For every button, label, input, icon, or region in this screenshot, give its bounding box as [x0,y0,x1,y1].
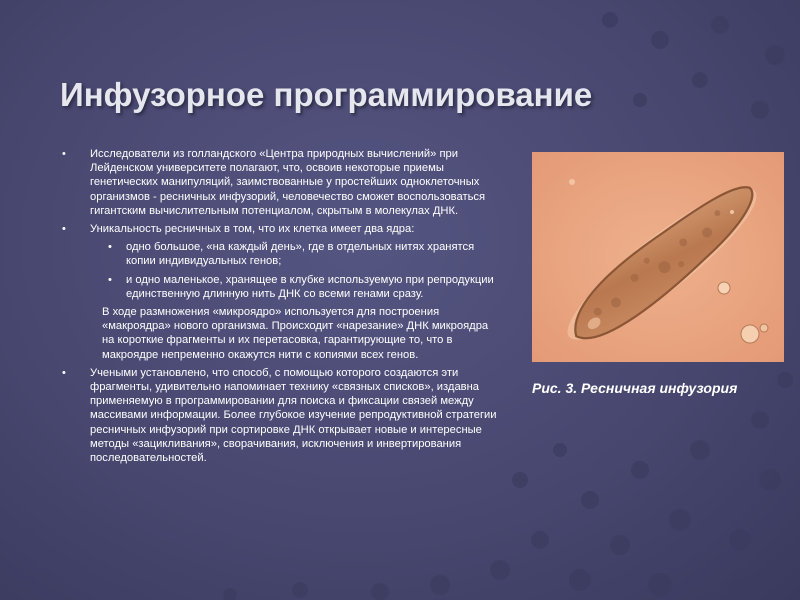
slide-title: Инфузорное программирование [60,76,593,113]
continuation-paragraph: В ходе размножения «микроядро» используется для построения «макроядра» нового организма. Происходит «нарезание» ДНК микроядра на короткие фрагменты и их перетасовка, гарантирующие то, что в макроядре непременно окажутся нити с копиями всех генов. [102,306,489,361]
sub-bullet-1 [62,240,502,268]
bullet-icon: • [108,241,112,254]
bullet-icon: • [62,148,66,160]
sub-bullet-2-text: и одно маленькое, хранящее в клубке используемую при репродукции единственную длинную нить ДНК со всеми генами сразу. [126,273,494,300]
paramecium-illustration [532,152,784,362]
sub-bullet-2 [62,273,502,301]
paragraph-2-text: Уникальность ресничных в том, что их клетка имеет два ядра: [90,223,415,236]
paragraph-1-text: Исследователи из голландского «Центра природных вычислений» при Лейденском университете полагают, что, освоив некоторые приемы генетических манипуляций, заимствованные у простейших одноклеточных организмов - ресничных инфузорий, человечество сможет воспользоваться гигантским вычислительным потенциалом, скрытым в молекулах ДНК. [90,148,486,217]
paragraph-3-text: Учеными установлено, что способ, с помощью которого создаются эти фрагменты, удивительно напоминает технику «связных списков», издавна применяемую в программировании для поиска и фиксации связей между массивами информации. Более глубокое изучение репродуктивной стратегии ресничных инфузорий при сортировке ДНК открывает новые и интересные методы «зацикливания», сворачивания, исключения и инвертирования последовательностей. [90,366,497,465]
bullet-icon: • [62,366,66,379]
bullet-icon: • [62,223,66,236]
bullet-paragraph-3 [62,366,502,465]
photo-caption: Рис. 3. Ресничная инфузория [532,380,738,396]
sub-bullet-1-text: одно большое, «на каждый день», где в отдельных нитях хранятся копии индивидуальных генов; [126,241,475,268]
bullet-paragraph-2 [62,222,502,236]
paramecium-photo [532,152,784,362]
bullet-icon: • [108,273,112,286]
slide-body [62,147,502,469]
bullet-paragraph-1 [62,147,502,218]
